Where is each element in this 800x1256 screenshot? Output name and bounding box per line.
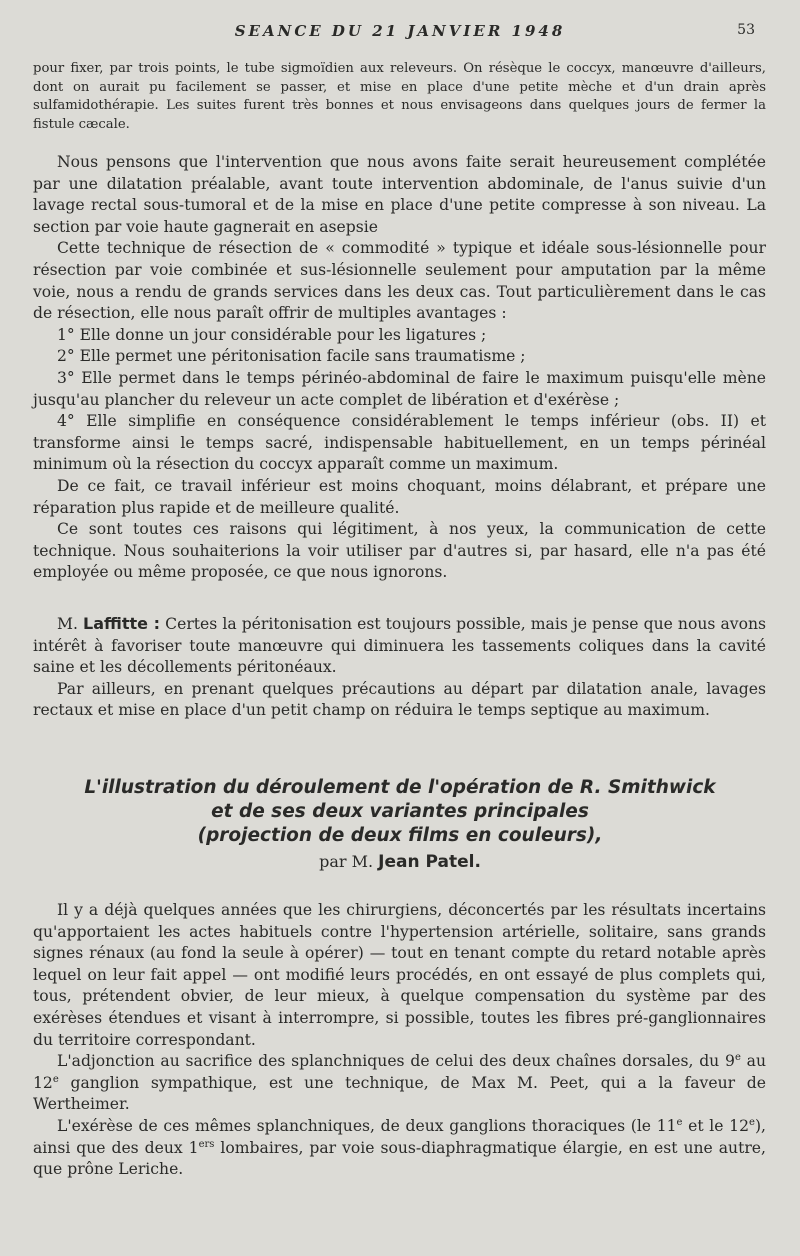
paragraph: Par ailleurs, en prenant quelques précautions au départ par dilatation anale, lavages rectaux et mise en place d'un petit champ on réduira le temps septique au maximum. <box>33 679 766 720</box>
text-run: L'exérèse de ces mêmes splanchniques, de deux ganglions thoraciques (le 11 <box>57 1116 677 1135</box>
comment-text: Certes la péritonisation est toujours possible, mais je pense que nous avons intérêt à favoriser toute manœuvre qui diminuera les tassements coliques dans la cavité saine et les décollements péritonéaux. <box>33 615 766 677</box>
title-line: et de ses deux variantes principales <box>211 801 589 822</box>
byline-prefix: par M. <box>319 852 374 871</box>
paragraph: De ce fait, ce travail inférieur est moins choquant, moins délabrant, et prépare une réparation plus rapide et de meilleure qualité. <box>33 476 766 517</box>
paragraph <box>33 1116 766 1181</box>
superscript: ers <box>198 1138 215 1150</box>
article-body <box>33 900 766 1181</box>
paragraph: Nous pensons que l'intervention que nous avons faite serait heureusement complétée par une dilatation préalable, avant toute intervention abdominale, de l'anus suivie d'un lavage rectal sous-tumoral et de la mise en place d'une petite compresse à son niveau. La section par voie haute gagnerait en asepsie <box>33 153 766 236</box>
author-name: Jean Patel. <box>378 852 481 872</box>
speaker-colon: : <box>148 614 161 633</box>
page-number: 53 <box>737 22 755 38</box>
speaker-name: Laffitte <box>83 614 148 633</box>
small-paragraph-text: pour fixer, par trois points, le tube sigmoïdien aux releveurs. On résèque le coccyx, manœuvre d'ailleurs, dont on aurait pu facilement se passer, et mise en place d'une petite mèche et d'un drain après sulfamidothérapie. Les suites furent très bonnes et nous envisageons dans quelques jours de fermer la fistule cæcale. <box>33 61 766 132</box>
laffitte-comment <box>33 613 766 722</box>
text-run: ), ainsi que des deux 1 <box>33 1116 766 1157</box>
paragraph <box>33 613 766 679</box>
discussion-block <box>33 152 766 584</box>
paragraph <box>33 1051 766 1116</box>
list-item: 3° Elle permet dans le temps périnéo-abdominal de faire le maximum puisqu'elle mène jusqu'au plancher du releveur un acte complet de libération et d'exérèse ; <box>33 368 766 409</box>
running-title: SEANCE DU 21 JANVIER 1948 <box>234 22 566 40</box>
superscript: e <box>52 1073 59 1085</box>
paragraph: Cette technique de résection de « commodité » typique et idéale sous-lésionnelle pour résection par voie combinée et sus-lésionnelle seulement pour amputation par la même voie, nous a rendu de grands services dans les deux cas. Tout particulièrement dans le cas de résection, elle nous paraît offrir de multiples avantages : <box>33 239 766 323</box>
article-title <box>0 776 800 848</box>
list-item: 4° Elle simplifie en conséquence considérablement le temps inférieur (obs. II) et transforme ainsi le temps sacré, indispensable habituellement, en un temps périnéal minimum où la résection du coccyx apparaît comme un maximum. <box>33 412 766 474</box>
title-line: L'illustration du déroulement de l'opération de R. Smithwick <box>84 777 716 798</box>
text-run: au 12 <box>33 1052 766 1092</box>
text-run: ganglion sympathique, est une technique, de Max M. Peet, qui a la faveur de Wertheimer. <box>33 1073 766 1114</box>
speaker-prefix: M. <box>57 615 78 633</box>
list-item: 1° Elle donne un jour considérable pour les ligatures ; <box>57 325 487 344</box>
case-report-paragraph <box>33 60 766 134</box>
paragraph: Il y a déjà quelques années que les chirurgiens, déconcertés par les résultats incertains qu'apportaient les actes habituels contre l'hypertension artérielle, solitaire, sans grands signes rénaux (au fond la seule à opérer) — tout en tenant compte du retard notable après lequel on leur fait appel — ont modifié leurs procédés, en ont essayé de plus complets qui, tous, prétendent obvier, de leur mieux, à quelque compensation du système par des exérèses étendues et visant à interrompre, si possible, toutes les fibres pré-ganglionnaires du territoire correspondant. <box>33 901 766 1049</box>
byline <box>0 852 800 872</box>
title-line: (projection de deux films en couleurs), <box>197 825 603 846</box>
superscript: e <box>749 1116 755 1128</box>
text-run: lombaires, par voie sous-diaphragmatique élargie, en est une autre, que prône Leriche. <box>33 1138 766 1179</box>
text-run: et le 12 <box>682 1116 750 1135</box>
page-header <box>0 22 800 42</box>
text-run: L'adjonction au sacrifice des splanchniques de celui des deux chaînes dorsales, du 9 <box>57 1052 735 1071</box>
paragraph: Ce sont toutes ces raisons qui légitiment, à nos yeux, la communication de cette technique. Nous souhaiterions la voir utiliser par d'autres si, par hasard, elle n'a pas été employée ou même proposée, ce que nous ignorons. <box>33 520 766 582</box>
superscript: e <box>676 1116 683 1128</box>
superscript: e <box>734 1051 741 1063</box>
list-item: 2° Elle permet une péritonisation facile sans traumatisme ; <box>57 347 526 366</box>
